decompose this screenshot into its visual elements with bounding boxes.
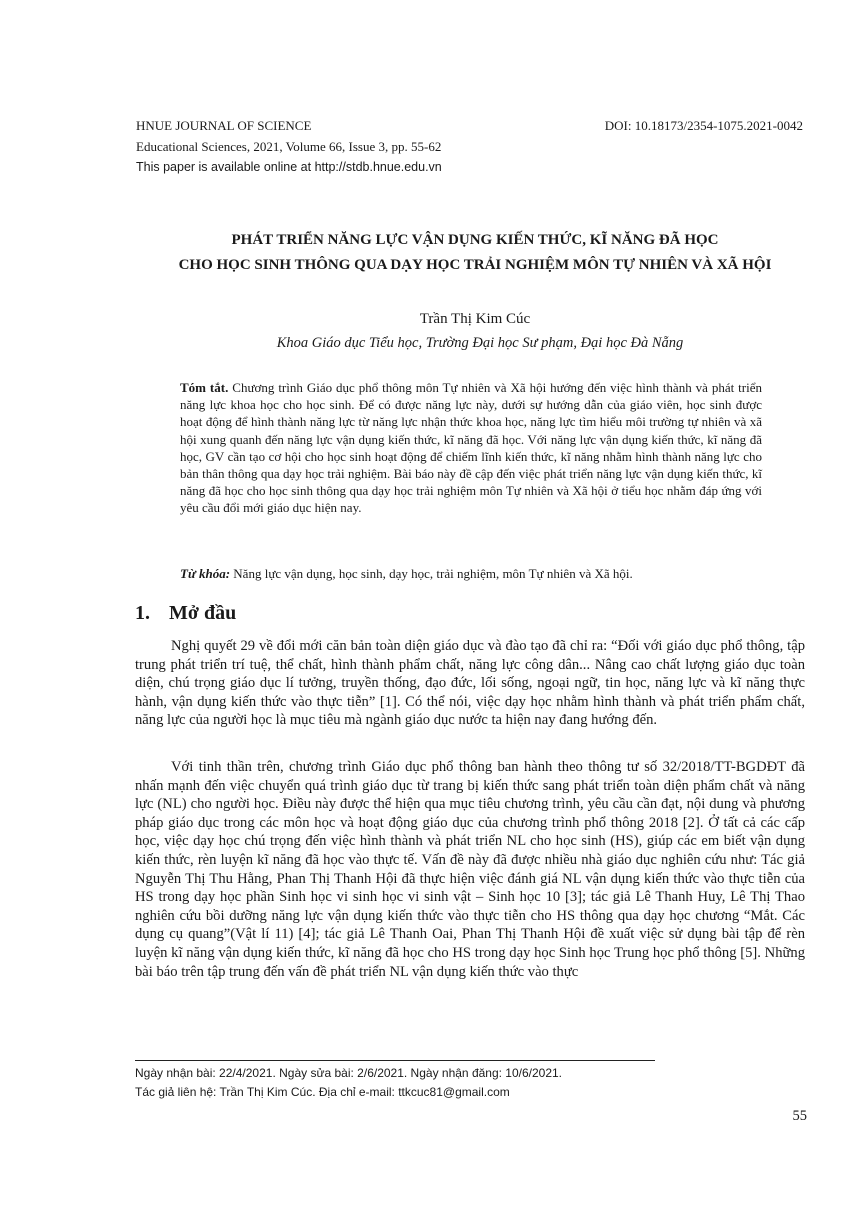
paragraph-1: Nghị quyết 29 về đổi mới căn bản toàn diện giáo dục và đào tạo đã chỉ ra: “Đối với giáo dục phổ thông, tập trung phát triển trí tuệ, thể chất, hình thành phẩm chất, năng lực công dân... Nâng cao chất lượng giáo dục toàn diện, chú trọng giáo dục lí tưởng, truyền thống, đạo đức, lối sống, ngoại ngữ, tin học, năng lực và kĩ năng thực hành, vận dụng kiến thức vào thực tiễn” [1]. Có thể nói, việc dạy học nhằm hình thành và phát triển phẩm chất, năng lực của người học là mục tiêu mà ngành giáo dục nước ta hiện nay đang hướng đến. — [135, 638, 805, 729]
section-heading — [135, 599, 236, 627]
section-title: Mở đầu — [169, 602, 237, 624]
title-line-1: PHÁT TRIỂN NĂNG LỰC VẬN DỤNG KIẾN THỨC, KĨ NĂNG ĐÃ HỌC — [231, 232, 719, 248]
footnote-dates: Ngày nhận bài: 22/4/2021. Ngày sửa bài: 2/6/2021. Ngày nhận đăng: 10/6/2021. — [135, 1066, 563, 1080]
page-number: 55 — [792, 1108, 807, 1124]
paragraph-2: Với tinh thần trên, chương trình Giáo dục phổ thông ban hành theo thông tư số 32/2018/TT-BGDĐT đã nhấn mạnh đến việc chuyển quá trình giáo dục từ trang bị kiến thức sang phát triển toàn diện phẩm chất và năng lực (NL) cho người học. Điều này được thể hiện qua mục tiêu chương trình, yêu cầu cần đạt, nội dung và phương pháp giáo dục trong các môn học và hoạt động giáo dục của chương trình phổ thông 2018 [2]. Ở tất cả các cấp học, việc dạy học chú trọng đến việc hình thành và phát triển NL cho học sinh (HS), giúp các em biết vận dụng kiến thức, rèn luyện kĩ năng đã học vào thực tế. Vấn đề này đã được nhiều nhà giáo dục nghiên cứu như: Tác giả Nguyễn Thị Thu Hằng, Phan Thị Thanh Hội đã thực hiện việc đánh giá NL vận dụng kiến thức vào thực tiễn của HS trong dạy học phần Sinh học vi sinh học vi sinh vật – Sinh học 10 [3]; tác giả Lê Thanh Huy, Lê Thị Thao nghiên cứu bồi dưỡng năng lực vận dụng kiến thức vào thực tiễn cho HS thông qua dạy học chương “Mắt. Các dụng cụ quang”(Vật lí 11) [4]; tác giả Lê Thanh Oai, Phan Thị Thanh Hội đề xuất việc sử dụng bài tập để rèn luyện kĩ năng vận dụng kiến thức, kĩ năng đã học cho HS trong dạy học Sinh học Trung học phổ thông [5]. Những bài báo trên tập trung đến vấn đề phát triển NL vận dụng kiến thức vào thực — [135, 759, 805, 980]
abstract-label: Tóm tắt. — [180, 380, 229, 395]
section-number: 1. — [135, 602, 150, 624]
author-name: Trần Thị Kim Cúc — [419, 311, 531, 327]
journal-name: HNUE JOURNAL OF SCIENCE — [136, 118, 312, 133]
issue-info: Educational Sciences, 2021, Volume 66, Issue 3, pp. 55-62 — [136, 139, 442, 154]
keywords — [180, 565, 780, 582]
availability-note: This paper is available online at http://stdb.hnue.edu.vn — [136, 160, 442, 174]
abstract — [180, 379, 762, 517]
author-affiliation: Khoa Giáo dục Tiểu học, Trường Đại học Sư phạm, Đại học Đà Nẵng — [276, 335, 684, 351]
keywords-label: Từ khóa: — [180, 566, 231, 581]
abstract-text: Chương trình Giáo dục phổ thông môn Tự nhiên và Xã hội hướng đến việc hình thành và phát triển năng lực khoa học cho học sinh. Để có được năng lực này, dưới sự hướng dẫn của giáo viên, học sinh được hoạt động để hình thành năng lực từ năng lực nhận thức khoa học, năng lực tìm hiểu môi trường tự nhiên và xã hội xung quanh đến năng lực vận dụng kiến thức, kĩ năng đã học. Với năng lực vận dụng kiến thức, kĩ năng đã học, GV cần tạo cơ hội cho học sinh hoạt động để chiếm lĩnh kiến thức, kĩ năng nhằm hình thành năng lực cho bản thân thông qua dạy học trải nghiệm. Bài báo này đề cập đến việc phát triển năng lực vận dụng kiến thức, kĩ năng đã học cho học sinh thông qua dạy học trải nghiệm môn Tự nhiên và Xã hội ở tiểu học nhằm đáp ứng với yêu cầu đổi mới giáo dục hiện nay. — [180, 380, 762, 516]
footnote-contact: Tác giả liên hệ: Trần Thị Kim Cúc. Địa chỉ e-mail: ttkcuc81@gmail.com — [135, 1085, 510, 1099]
keywords-text: Năng lực vận dụng, học sinh, dạy học, trải nghiệm, môn Tự nhiên và Xã hội. — [233, 566, 633, 581]
footnote-divider — [135, 1060, 655, 1061]
doi: DOI: 10.18173/2354-1075.2021-0042 — [604, 118, 803, 133]
title-line-2: CHO HỌC SINH THÔNG QUA DẠY HỌC TRẢI NGHIỆM MÔN TỰ NHIÊN VÀ XÃ HỘI — [178, 257, 772, 273]
